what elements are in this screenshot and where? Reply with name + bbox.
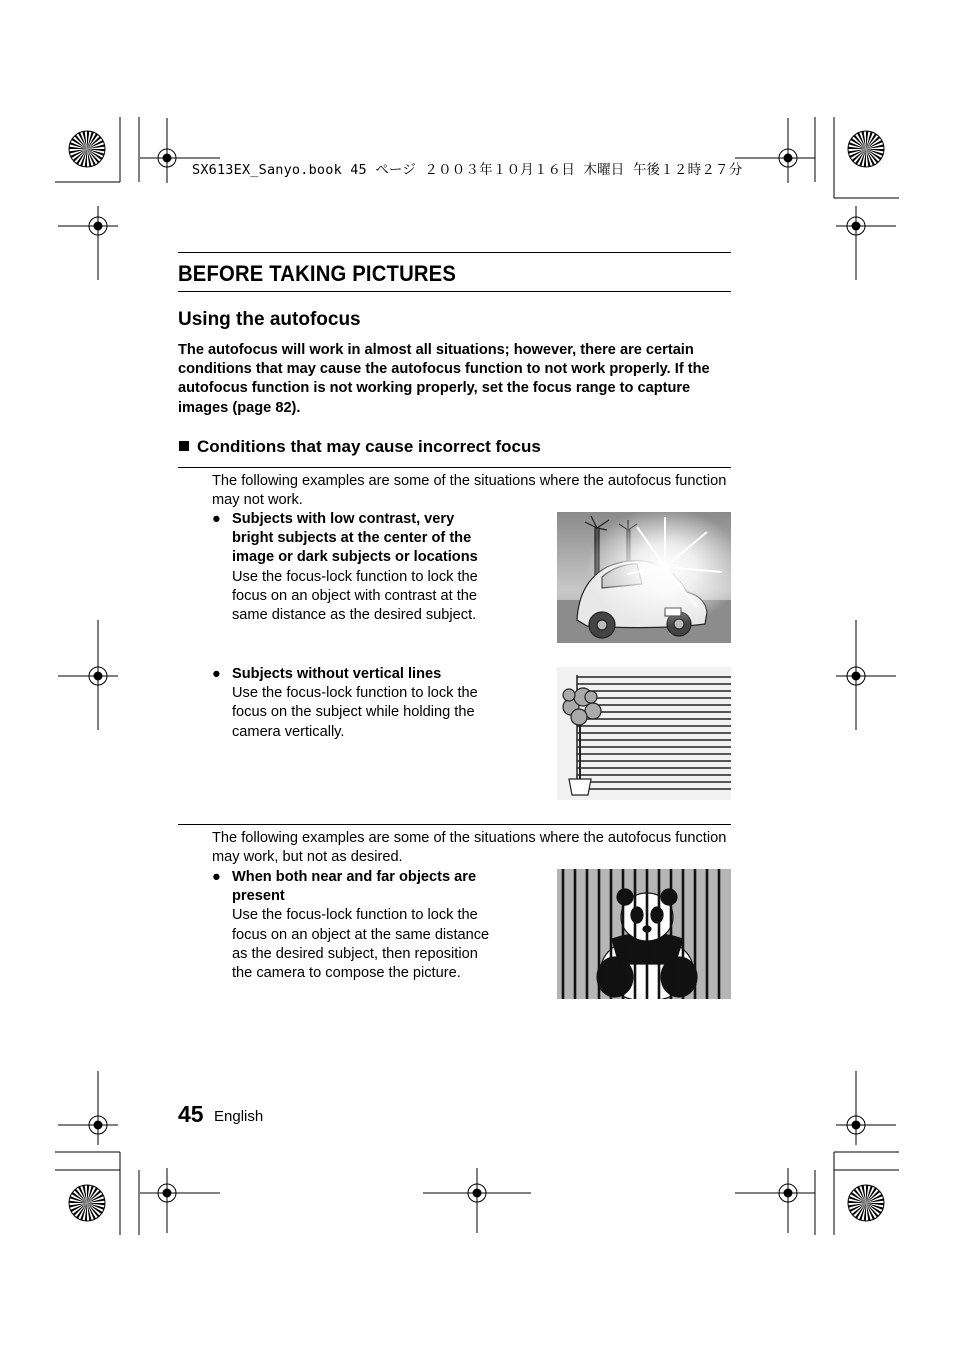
bullet-icon: ●	[212, 869, 221, 885]
title-rule-top	[178, 252, 731, 253]
page-number: 45	[178, 1101, 204, 1127]
list-item-near-far	[212, 868, 492, 983]
group2-rule	[178, 824, 731, 825]
conditions-rule	[178, 467, 731, 468]
conditions-heading: Conditions that may cause incorrect focus	[179, 437, 541, 457]
color-registration-mark	[69, 131, 105, 167]
item-heading: Subjects with low contrast, very bright subjects at the center of the image or dark subjects or locations	[232, 511, 478, 566]
panda-cage-illustration	[557, 869, 731, 999]
print-slug-line: SX613EX_Sanyo.book 45 ページ ２００３年１０月１６日 木曜日 午後１２時２７分	[192, 162, 743, 178]
color-registration-mark	[848, 1185, 884, 1221]
car-glare-illustration	[557, 512, 731, 643]
item-body: Use the focus-lock function to lock the focus on the subject while holding the camera vertically.	[232, 685, 478, 740]
group2-lead: The following examples are some of the situations where the autofocus function may work, but not as desired.	[212, 830, 727, 866]
autofocus-heading: Using the autofocus	[178, 309, 361, 330]
square-bullet-icon	[179, 441, 189, 451]
page-language: English	[214, 1108, 264, 1125]
section-title: BEFORE TAKING PICTURES	[178, 261, 457, 286]
group1-lead: The following examples are some of the situations where the autofocus function may not work.	[212, 473, 727, 509]
item-body: Use the focus-lock function to lock the focus on an object with contrast at the same distance as the desired subject.	[232, 568, 478, 624]
bullet-icon: ●	[212, 511, 221, 527]
list-item-low-contrast	[212, 510, 492, 625]
color-registration-mark	[69, 1185, 105, 1221]
horizontal-lines-illustration	[557, 667, 731, 800]
bullet-icon: ●	[212, 666, 221, 682]
item-heading: When both near and far objects are present	[232, 869, 477, 905]
list-item-no-vertical-lines	[212, 665, 492, 742]
item-heading: Subjects without vertical lines	[232, 666, 442, 682]
color-registration-mark	[848, 131, 884, 167]
title-rule-bottom	[178, 291, 731, 292]
autofocus-intro: The autofocus will work in almost all situations; however, there are certain conditions that may cause the autofocus function to not work properly. If the autofocus function is not working properly, set the focus range to capture images (page 82).	[178, 342, 710, 416]
item-body: Use the focus-lock function to lock the focus on an object at the same distance as the desired subject, then reposition the camera to compose the picture.	[232, 907, 490, 982]
